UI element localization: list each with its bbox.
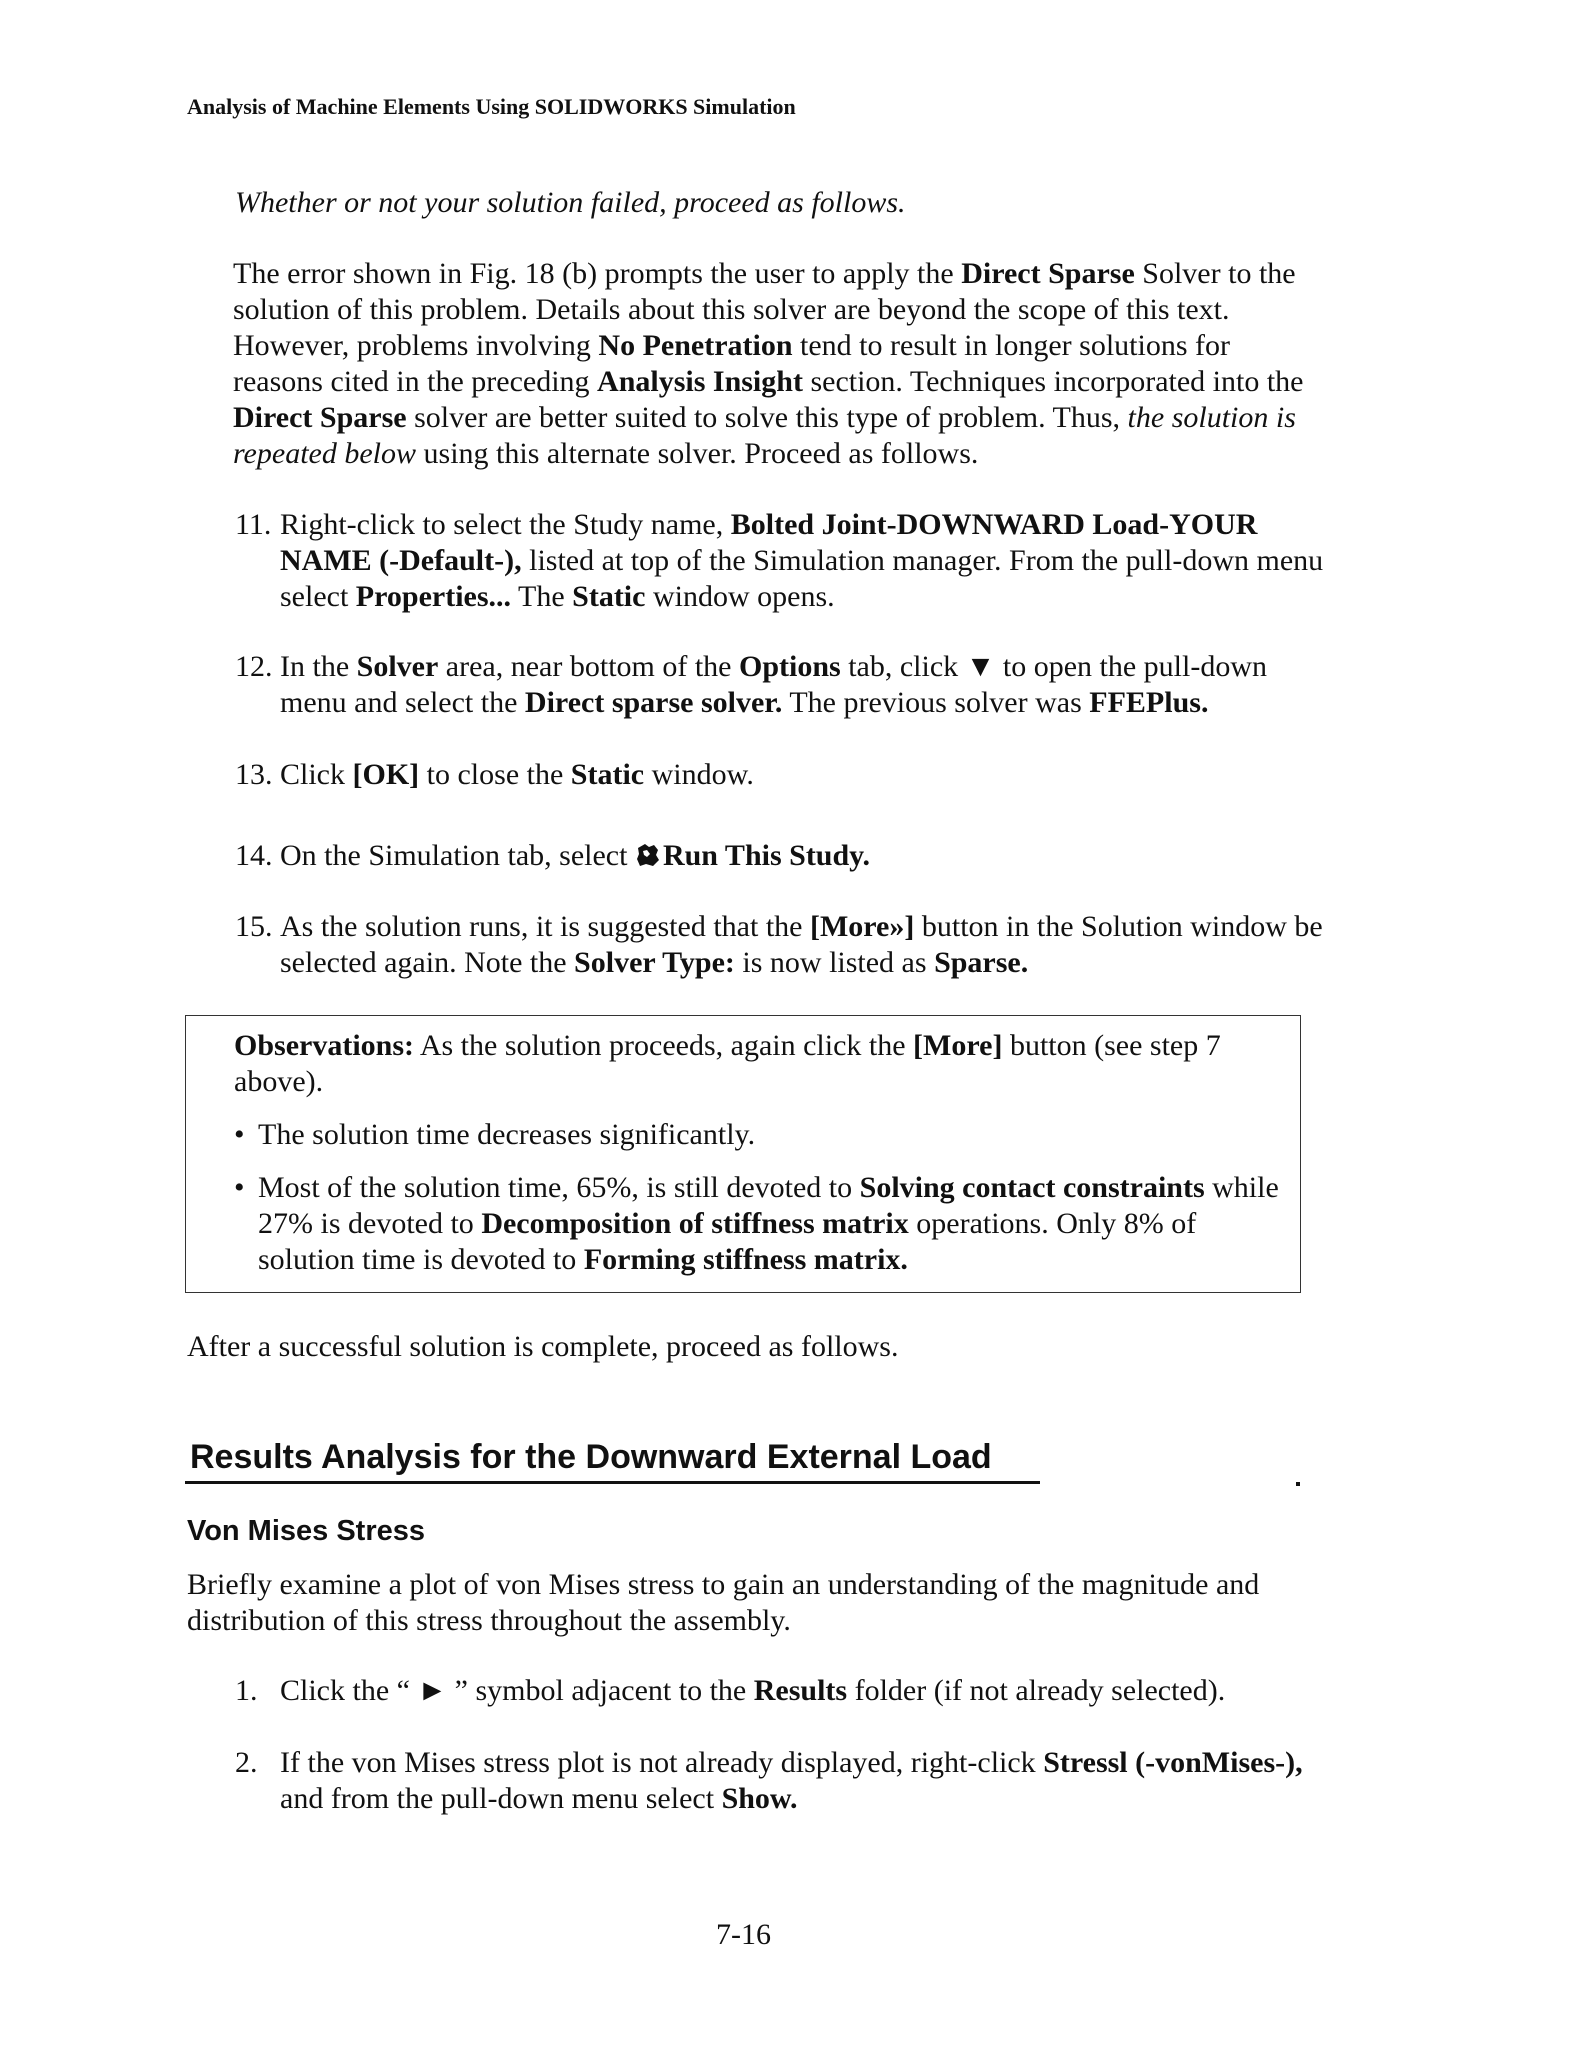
step-number: 11. <box>235 508 272 541</box>
step-number: 13. <box>235 758 273 791</box>
step-text: As the solution runs, it is suggested that the [More»] button in the Solution window be selected again. Note the Solver Type: is now listed as Sparse. <box>280 910 1323 979</box>
observations-content <box>234 1028 1284 1278</box>
running-header: Analysis of Machine Elements Using SOLIDWORKS Simulation <box>187 94 796 119</box>
step-11 <box>235 507 1325 615</box>
step-13 <box>235 757 1325 793</box>
page-number: 7-16 <box>716 1918 771 1951</box>
after-solution-text: After a successful solution is complete, proceed as follows. <box>187 1330 899 1363</box>
step-12 <box>235 649 1325 721</box>
step-number: 1. <box>235 1674 258 1707</box>
section-heading: Results Analysis for the Downward External Load <box>190 1438 992 1476</box>
bullet-dot: • <box>234 1171 245 1204</box>
observation-bullet-1: • The solution time decreases significantly. <box>234 1118 756 1151</box>
results-step-1 <box>235 1673 1325 1709</box>
step-text: On the Simulation tab, select Run This Study. <box>280 839 871 872</box>
observations-intro: Observations: As the solution proceeds, again click the [More] button (see step 7 above). <box>234 1029 1221 1098</box>
section-underline <box>185 1481 1040 1484</box>
step-number: 12. <box>235 650 273 683</box>
step-14 <box>235 838 1325 874</box>
step-number: 14. <box>235 839 273 872</box>
step-text: Click the “ ► ” symbol adjacent to the Results folder (if not already selected). <box>280 1674 1226 1707</box>
section-rule-end-mark <box>1296 1482 1300 1486</box>
step-15 <box>235 909 1325 981</box>
observation-bullet-2: • Most of the solution time, 65%, is still devoted to Solving contact constraints while 27% is devoted to Decomposition of stiffness matrix operations. Only 8% of solution time is devoted to Forming stiffness matrix. <box>234 1171 1279 1276</box>
results-step-2 <box>235 1745 1325 1817</box>
von-mises-paragraph: Briefly examine a plot of von Mises stress to gain an understanding of the magnitude and distribution of this stress throughout the assembly. <box>187 1568 1260 1637</box>
intro-italic-line: Whether or not your solution failed, proceed as follows. <box>235 186 906 219</box>
step-number: 2. <box>235 1746 258 1779</box>
intro-paragraph: The error shown in Fig. 18 (b) prompts the user to apply the Direct Sparse Solver to the solution of this problem. Details about this solver are beyond the scope of this text. However, problems involving No Penetration tend to result in longer solutions for reasons cited in the preceding Analysis Insight section. Techniques incorporated into the Direct Sparse solver are better suited to solve this type of problem. Thus, the solution is repeated below using this alternate solver. Proceed as follows. <box>233 257 1304 470</box>
step-text: In the Solver area, near bottom of the Options tab, click ▼ to open the pull-down menu and select the Direct sparse solver. The previous solver was FFEPlus. <box>280 650 1267 719</box>
subsection-heading: Von Mises Stress <box>187 1515 426 1547</box>
step-text: If the von Mises stress plot is not already displayed, right-click Stressl (-vonMises-), and from the pull-down menu select Show. <box>280 1746 1303 1815</box>
observations-box <box>185 1015 1301 1293</box>
step-text: Right-click to select the Study name, Bolted Joint-DOWNWARD Load-YOUR NAME (-Default-), listed at top of the Simulation manager. From the pull-down menu select Properties... The Static window opens. <box>280 508 1324 613</box>
step-text: Click [OK] to close the Static window. <box>280 758 754 791</box>
bullet-dot: • <box>234 1118 245 1151</box>
run-study-icon <box>635 842 661 868</box>
step-number: 15. <box>235 910 273 943</box>
